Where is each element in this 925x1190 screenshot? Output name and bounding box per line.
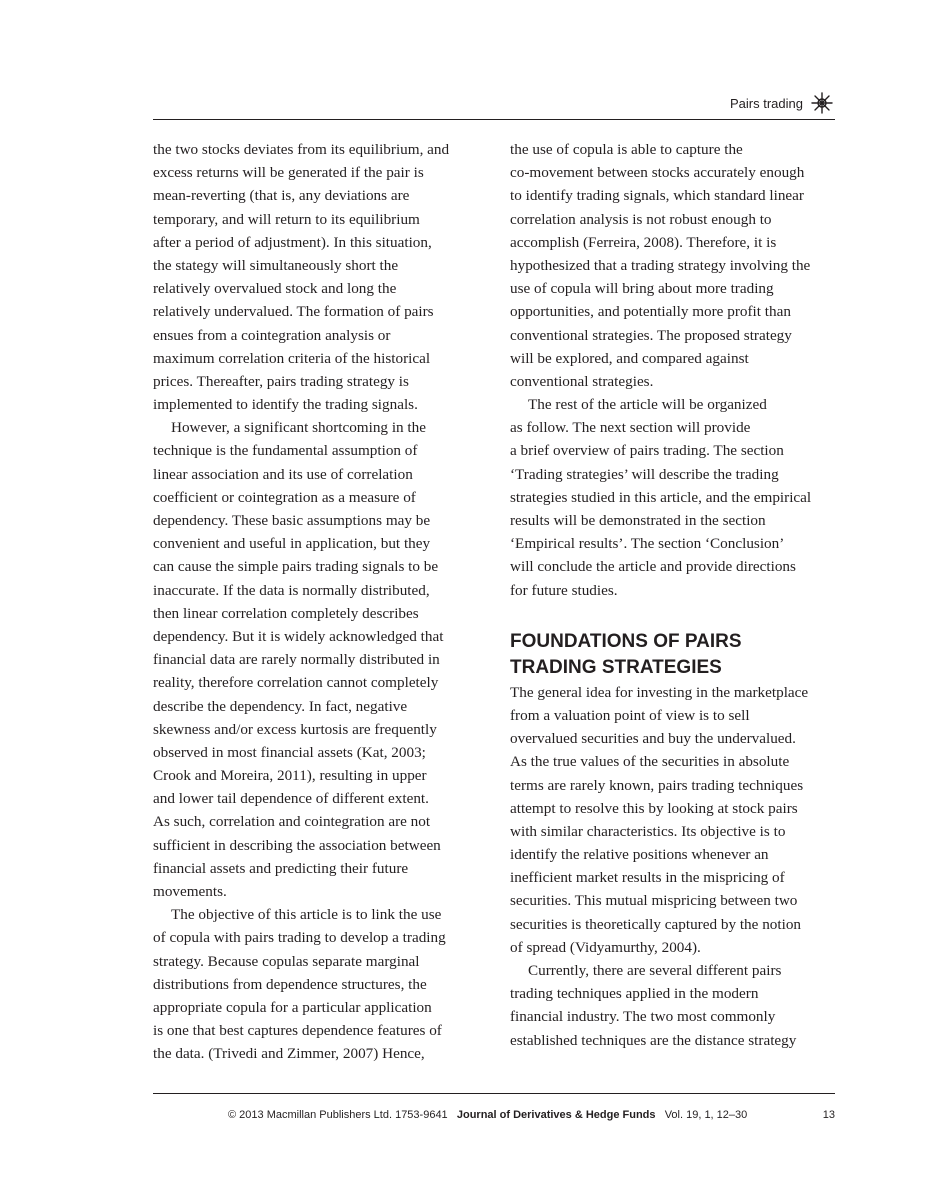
text-line: reality, therefore correlation cannot completely [153, 674, 439, 692]
text-line: the two stocks deviates from its equilibrium, and [153, 141, 450, 158]
section-heading [510, 629, 840, 681]
text-line: terms are rarely known, pairs trading techniques [510, 776, 804, 794]
text-line: The objective of this article is to link the use [171, 906, 442, 924]
text-line: identify the relative positions whenever an [510, 846, 769, 864]
text-line: from a valuation point of view is to sell [510, 706, 750, 724]
text-line: linear association and its use of correlation [153, 465, 413, 483]
text-line: hypothesized that a trading strategy involving the [510, 256, 811, 274]
text-line: coefficient or cointegration as a measure of [153, 488, 416, 506]
footer-journal: Journal of Derivatives & Hedge Funds [456, 1109, 656, 1121]
page-number: 13 [822, 1109, 835, 1121]
text-line: ‘Empirical results’. The section ‘Conclusion’ [510, 535, 785, 553]
text-line: distributions from dependence structures, the [153, 975, 427, 993]
footer-copyright: © 2013 Macmillan Publishers Ltd. 1753-9641 [228, 1109, 448, 1121]
text-line: of copula with pairs trading to develop a trading [153, 929, 446, 947]
text-line: However, a significant shortcoming in the [171, 419, 426, 437]
text-line: ‘Trading strategies’ will describe the trading [510, 465, 779, 483]
text-line: attempt to resolve this by looking at stock pairs [510, 799, 798, 817]
text-line: dependency. But it is widely acknowledged that [153, 627, 444, 645]
text-line: technique is the fundamental assumption of [153, 442, 418, 460]
text-line: will be explored, and compared against [510, 349, 749, 367]
text-line: The rest of the article will be organized [528, 396, 767, 414]
text-line: Currently, there are several different pairs [528, 962, 782, 979]
right-column-intro [510, 138, 840, 602]
text-line: inefficient market results in the mispricing of [510, 869, 785, 887]
text-line: implemented to identify the trading signals. [153, 396, 418, 414]
text-line: securities is theoretically captured by the notion [510, 915, 802, 933]
text-line: mean-reverting (that is, any deviations are [153, 187, 410, 205]
text-line: The general idea for investing in the marketplace [510, 683, 809, 701]
text-line: and lower tail dependence of different extent. [153, 790, 429, 808]
text-line: co-movement between stocks accurately enough [510, 164, 805, 182]
text-line: appropriate copula for a particular application [153, 998, 432, 1016]
text-line: excess returns will be generated if the pair is [153, 164, 424, 182]
text-line: As the true values of the securities in absolute [510, 753, 790, 771]
text-line: skewness and/or excess kurtosis are frequently [153, 720, 437, 738]
text-line: financial industry. The two most commonly [510, 1008, 776, 1026]
publisher-logo-icon [811, 92, 833, 114]
text-line: inaccurate. If the data is normally distributed, [153, 581, 430, 599]
text-line: results will be demonstrated in the section [510, 512, 766, 529]
text-line: with similar characteristics. Its objective is to [510, 822, 786, 840]
text-line: overvalued securities and buy the undervalued. [510, 730, 796, 748]
text-line: to identify trading signals, which standard linear [510, 187, 804, 205]
footer-citation [228, 1109, 747, 1121]
text-line: observed in most financial assets (Kat, 2003; [153, 743, 426, 761]
text-line: describe the dependency. In fact, negative [153, 697, 408, 715]
text-line: sufficient in describing the association between [153, 836, 441, 854]
text-line: prices. Thereafter, pairs trading strategy is [153, 372, 409, 390]
text-line: strategy. Because copulas separate marginal [153, 952, 420, 970]
text-line: as follow. The next section will provide [510, 419, 751, 437]
text-line: convenient and useful in application, but they [153, 535, 431, 553]
footer-volume: Vol. 19, 1, 12–30 [664, 1109, 748, 1121]
text-line: the data. (Trivedi and Zimmer, 2007) Hence, [153, 1045, 425, 1063]
text-line: then linear correlation completely describes [153, 604, 419, 622]
text-line: securities. This mutual mispricing between two [510, 892, 798, 910]
right-column-section-body [510, 681, 840, 1052]
text-line: will conclude the article and provide directions [510, 558, 796, 576]
text-line: the use of copula is able to capture the [510, 141, 743, 158]
text-line: ensues from a cointegration analysis or [153, 326, 391, 344]
text-line: maximum correlation criteria of the historical [153, 349, 431, 367]
text-line: conventional strategies. The proposed strategy [510, 326, 792, 344]
text-line: financial assets and predicting their future [153, 859, 409, 877]
text-line: for future studies. [510, 581, 618, 599]
text-line: opportunities, and potentially more profit than [510, 303, 791, 321]
text-line: temporary, and will return to its equilibrium [153, 210, 420, 228]
text-line: relatively undervalued. The formation of pairs [153, 303, 434, 321]
header-rule [153, 119, 835, 120]
text-line: financial data are rarely normally distributed in [153, 651, 440, 669]
text-line: movements. [153, 883, 227, 900]
text-line: accomplish (Ferreira, 2008). Therefore, it is [510, 233, 777, 251]
text-line: can cause the simple pairs trading signals to be [153, 558, 439, 576]
text-line: As such, correlation and cointegration are not [153, 813, 431, 831]
text-line: established techniques are the distance strategy [510, 1031, 797, 1049]
right-column [510, 138, 840, 1052]
text-line: dependency. These basic assumptions may be [153, 512, 431, 529]
text-line: Crook and Moreira, 2011), resulting in upper [153, 767, 427, 785]
text-line: of spread (Vidyamurthy, 2004). [510, 938, 701, 956]
text-line: trading techniques applied in the modern [510, 985, 759, 1003]
text-line: relatively overvalued stock and long the [153, 280, 397, 298]
text-line: correlation analysis is not robust enough to [510, 210, 772, 228]
text-line: after a period of adjustment). In this situation, [153, 233, 432, 251]
section-heading-line: TRADING STRATEGIES [510, 656, 722, 678]
text-line: strategies studied in this article, and the empirical [510, 488, 812, 506]
text-line: use of copula will bring about more trading [510, 280, 774, 298]
section-heading-line: FOUNDATIONS OF PAIRS [510, 630, 742, 652]
footer-rule [153, 1093, 835, 1094]
section-spacer [510, 602, 840, 629]
text-line: a brief overview of pairs trading. The section [510, 442, 784, 460]
running-head [730, 92, 833, 114]
text-line: is one that best captures dependence features of [153, 1022, 442, 1040]
running-title: Pairs trading [730, 95, 803, 111]
text-line: the stategy will simultaneously short the [153, 256, 399, 274]
text-line: conventional strategies. [510, 372, 654, 390]
left-column [153, 138, 483, 1066]
